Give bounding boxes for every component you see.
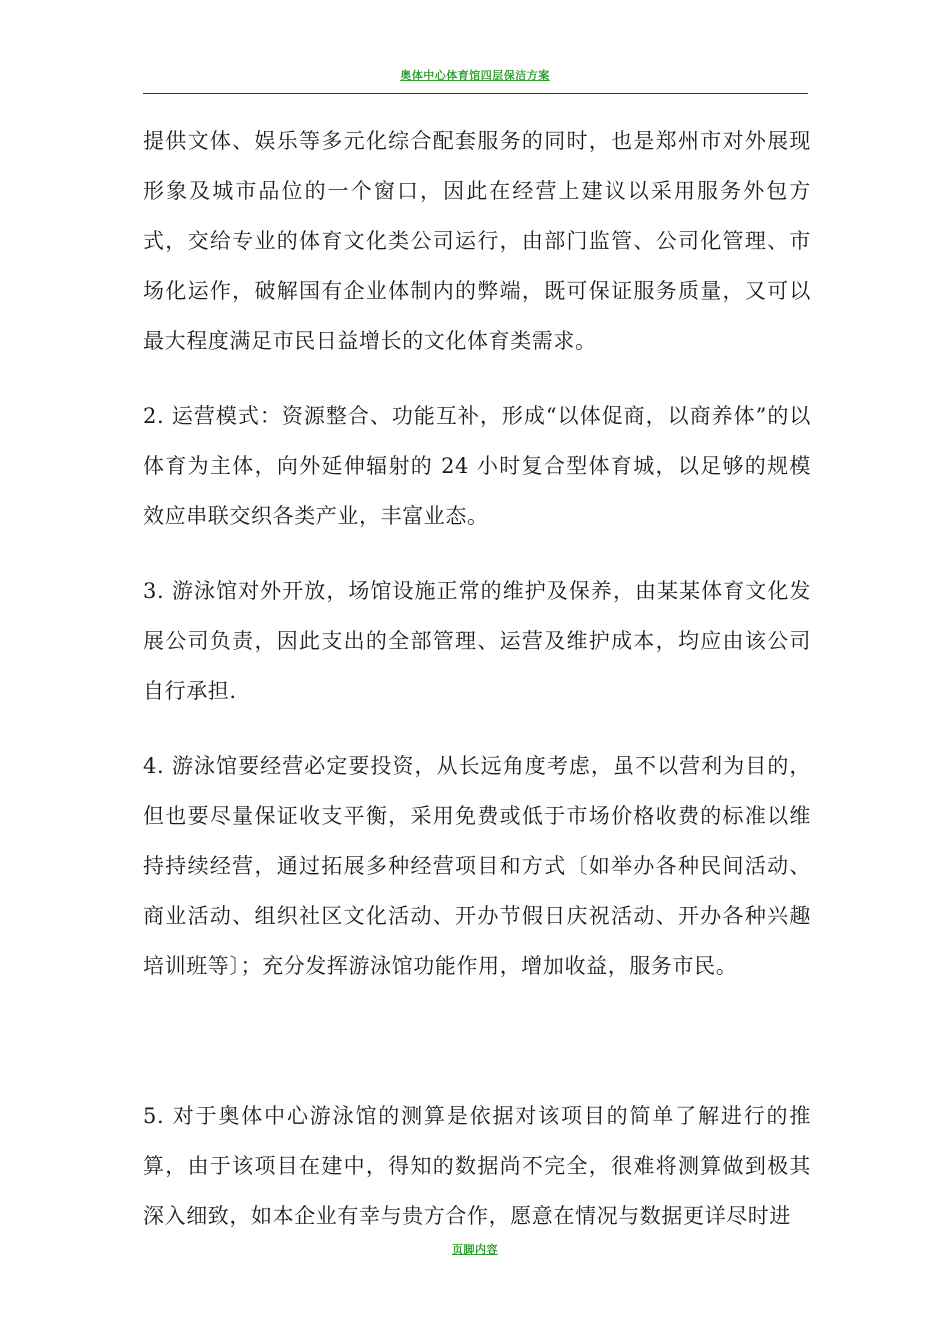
header-divider	[143, 93, 808, 94]
document-body	[143, 116, 811, 1241]
paragraph-spacer	[143, 541, 811, 566]
paragraph-continuation: 提供文体、娱乐等多元化综合配套服务的同时，也是郑州市对外展现形象及城市品位的一个窗口，因此在经营上建议以采用服务外包方式，交给专业的体育文化类公司运行，由部门监管、公司化管理、市场化运作，破解国有企业体制内的弊端，既可保证服务质量，又可以最大程度满足市民日益增长的文化体育类需求。	[143, 129, 811, 353]
paragraph-item-2: 2. 运营模式：资源整合、功能互补，形成“以体促商，以商养体”的以体育为主体，向外延伸辐射的 24 小时复合型体育城，以足够的规模效应串联交织各类产业，丰富业态。	[143, 404, 811, 528]
paragraph-item-4: 4. 游泳馆要经营必定要投资，从长远角度考虑，虽不以营利为目的，但也要尽量保证收支平衡，采用免费或低于市场价格收费的标准以维持持续经营，通过拓展多种经营项目和方式〔如举办各种民间活动、商业活动、组织社区文化活动、开办节假日庆祝活动、开办各种兴趣培训班等〕；充分发挥游泳馆功能作用，增加收益，服务市民。	[143, 754, 811, 978]
paragraph-spacer	[143, 716, 811, 741]
paragraph-spacer-large	[143, 991, 811, 1091]
paragraph-item-3: 3. 游泳馆对外开放，场馆设施正常的维护及保养，由某某体育文化发展公司负责，因此支出的全部管理、运营及维护成本，均应由该公司自行承担.	[143, 579, 811, 703]
page-header-title: 奥体中心体育馆四层保洁方案	[400, 69, 550, 82]
page-footer: 页脚内容	[452, 1243, 498, 1256]
paragraph-spacer	[143, 366, 811, 391]
paragraph-item-5: 5. 对于奥体中心游泳馆的测算是依据对该项目的简单了解进行的推算，由于该项目在建中，得知的数据尚不完全，很难将测算做到极其深入细致，如本企业有幸与贵方合作，愿意在情况与数据更详尽时进	[143, 1104, 811, 1228]
